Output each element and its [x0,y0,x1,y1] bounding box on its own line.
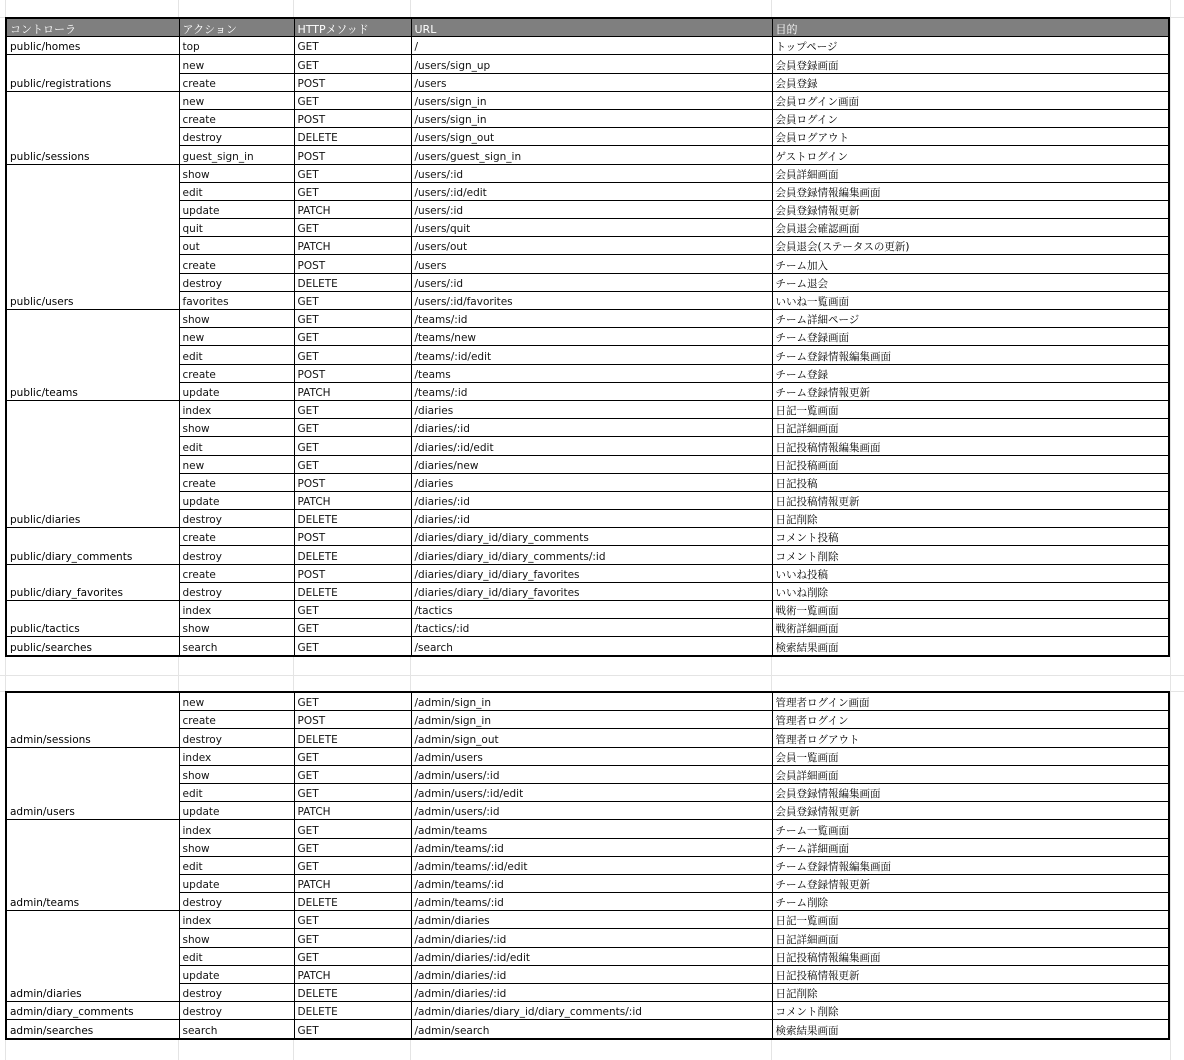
http-method-cell[interactable]: GET [294,947,411,965]
url-cell[interactable]: /admin/users/:id/edit [411,783,772,801]
purpose-cell[interactable]: 日記投稿情報編集画面 [772,947,1169,965]
purpose-cell[interactable]: 管理者ログアウト [772,729,1169,747]
http-method-cell[interactable]: GET [294,1020,411,1039]
purpose-cell[interactable]: 管理者ログイン [772,711,1169,729]
url-cell[interactable]: /diaries/:id [411,510,772,528]
http-method-cell[interactable]: GET [294,182,411,200]
action-cell[interactable]: new [179,455,294,473]
route-row [6,820,1169,838]
route-row [6,564,1169,582]
url-cell[interactable]: /users/out [411,237,772,255]
controller-cell[interactable]: public/homes [6,37,179,55]
url-cell[interactable]: /users/:id [411,200,772,218]
purpose-cell[interactable]: 日記一覧画面 [772,911,1169,929]
action-cell[interactable]: edit [179,947,294,965]
http-method-cell[interactable]: POST [294,146,411,164]
url-cell[interactable]: /users/sign_in [411,109,772,127]
action-cell[interactable]: update [179,491,294,509]
url-cell[interactable]: /admin/sign_out [411,729,772,747]
admin-routes-table [5,691,1170,1040]
action-cell[interactable]: new [179,692,294,711]
http-method-cell[interactable]: GET [294,747,411,765]
purpose-cell[interactable]: 会員登録情報編集画面 [772,182,1169,200]
purpose-cell[interactable]: 会員詳細画面 [772,765,1169,783]
action-cell[interactable]: create [179,109,294,127]
http-method-cell[interactable]: POST [294,564,411,582]
route-row [6,729,1169,747]
purpose-cell[interactable]: チーム詳細画面 [772,838,1169,856]
purpose-cell[interactable]: いいね一覧画面 [772,291,1169,309]
route-row [6,619,1169,637]
purpose-cell[interactable]: チーム一覧画面 [772,820,1169,838]
action-cell[interactable]: update [179,874,294,892]
purpose-cell[interactable]: チーム退会 [772,273,1169,291]
http-method-cell[interactable]: GET [294,455,411,473]
purpose-cell[interactable]: 管理者ログイン画面 [772,692,1169,711]
http-method-cell[interactable]: GET [294,164,411,182]
route-row [6,455,1169,473]
action-cell[interactable]: show [179,419,294,437]
http-method-cell[interactable]: GET [294,765,411,783]
route-row [6,182,1169,200]
purpose-cell[interactable]: コメント削除 [772,546,1169,564]
http-method-cell[interactable]: PATCH [294,237,411,255]
route-row [6,310,1169,328]
url-cell[interactable]: /teams/:id/edit [411,346,772,364]
url-cell[interactable]: /admin/diaries/:id [411,984,772,1002]
http-method-cell[interactable]: DELETE [294,546,411,564]
http-method-cell[interactable]: PATCH [294,874,411,892]
action-cell[interactable]: edit [179,437,294,455]
purpose-cell[interactable]: 会員一覧画面 [772,747,1169,765]
url-cell[interactable]: /admin/teams [411,820,772,838]
route-row [6,911,1169,929]
action-cell[interactable]: edit [179,346,294,364]
controller-cell[interactable]: public/users [6,164,179,310]
route-row [6,601,1169,619]
purpose-cell[interactable]: 日記投稿情報更新 [772,491,1169,509]
purpose-cell[interactable]: 会員ログイン [772,109,1169,127]
action-cell[interactable]: update [179,200,294,218]
url-cell[interactable]: /teams/new [411,328,772,346]
action-cell[interactable]: edit [179,182,294,200]
http-method-cell[interactable]: GET [294,838,411,856]
url-cell[interactable]: /diaries/diary_id/diary_comments [411,528,772,546]
action-cell[interactable]: destroy [179,1002,294,1020]
http-method-cell[interactable]: DELETE [294,1002,411,1020]
route-row [6,473,1169,491]
url-cell[interactable]: /admin/teams/:id [411,893,772,911]
action-cell[interactable]: destroy [179,510,294,528]
url-cell[interactable]: /teams [411,364,772,382]
http-method-cell[interactable]: GET [294,55,411,73]
url-cell[interactable]: /admin/diaries/:id [411,965,772,983]
purpose-cell[interactable]: 検索結果画面 [772,637,1169,656]
http-method-cell[interactable]: GET [294,783,411,801]
route-row [6,1020,1169,1039]
purpose-cell[interactable]: コメント投稿 [772,528,1169,546]
http-method-cell[interactable]: GET [294,601,411,619]
action-cell[interactable]: show [179,838,294,856]
action-cell[interactable]: create [179,473,294,491]
purpose-cell[interactable]: コメント削除 [772,1002,1169,1020]
http-method-cell[interactable]: PATCH [294,382,411,400]
controller-cell[interactable]: public/sessions [6,91,179,164]
purpose-cell[interactable]: 日記削除 [772,510,1169,528]
http-method-cell[interactable]: PATCH [294,965,411,983]
url-cell[interactable]: /admin/teams/:id [411,838,772,856]
header-action[interactable]: アクション [179,18,294,37]
header-http-method[interactable]: HTTPメソッド [294,18,411,37]
route-row [6,874,1169,892]
url-cell[interactable]: /diaries/:id [411,491,772,509]
action-cell[interactable]: destroy [179,893,294,911]
route-row [6,164,1169,182]
http-method-cell[interactable]: PATCH [294,200,411,218]
route-row [6,219,1169,237]
action-cell[interactable]: update [179,802,294,820]
action-cell[interactable]: index [179,911,294,929]
http-method-cell[interactable]: GET [294,619,411,637]
http-method-cell[interactable]: POST [294,528,411,546]
route-row [6,109,1169,127]
http-method-cell[interactable]: GET [294,929,411,947]
url-cell[interactable]: /admin/search [411,1020,772,1039]
purpose-cell[interactable]: チーム加入 [772,255,1169,273]
url-cell[interactable]: /users [411,255,772,273]
purpose-cell[interactable]: トップページ [772,37,1169,55]
http-method-cell[interactable]: DELETE [294,729,411,747]
url-cell[interactable]: /users/guest_sign_in [411,146,772,164]
route-row [6,929,1169,947]
action-cell[interactable]: search [179,637,294,656]
public-routes-table [5,17,1170,657]
http-method-cell[interactable]: POST [294,73,411,91]
route-row [6,237,1169,255]
action-cell[interactable]: destroy [179,546,294,564]
http-method-cell[interactable]: GET [294,856,411,874]
action-cell[interactable]: edit [179,856,294,874]
http-method-cell[interactable]: GET [294,637,411,656]
action-cell[interactable]: update [179,382,294,400]
route-row [6,856,1169,874]
route-row [6,747,1169,765]
http-method-cell[interactable]: GET [294,419,411,437]
http-method-cell[interactable]: GET [294,400,411,418]
route-row [6,146,1169,164]
action-cell[interactable]: destroy [179,729,294,747]
url-cell[interactable]: /teams/:id [411,382,772,400]
url-cell[interactable]: /admin/teams/:id [411,874,772,892]
controller-cell[interactable]: public/tactics [6,601,179,637]
http-method-cell[interactable]: POST [294,473,411,491]
url-cell[interactable]: /users/sign_in [411,91,772,109]
action-cell[interactable]: destroy [179,273,294,291]
purpose-cell[interactable]: 会員退会(ステータスの更新) [772,237,1169,255]
purpose-cell[interactable]: 会員登録情報更新 [772,802,1169,820]
url-cell[interactable]: /users/:id/favorites [411,291,772,309]
action-cell[interactable]: create [179,255,294,273]
url-cell[interactable]: /users/:id/edit [411,182,772,200]
route-row [6,73,1169,91]
purpose-cell[interactable]: 会員登録情報更新 [772,200,1169,218]
url-cell[interactable]: /admin/diaries [411,911,772,929]
route-row [6,255,1169,273]
http-method-cell[interactable]: POST [294,711,411,729]
http-method-cell[interactable]: GET [294,692,411,711]
http-method-cell[interactable]: PATCH [294,802,411,820]
action-cell[interactable]: show [179,164,294,182]
action-cell[interactable]: index [179,747,294,765]
purpose-cell[interactable]: 戦術詳細画面 [772,619,1169,637]
url-cell[interactable]: /users/:id [411,164,772,182]
controller-cell[interactable]: admin/sessions [6,692,179,747]
controller-cell[interactable]: admin/diaries [6,911,179,1002]
url-cell[interactable]: /diaries/diary_id/diary_favorites [411,564,772,582]
purpose-cell[interactable]: 日記投稿情報編集画面 [772,437,1169,455]
http-method-cell[interactable]: DELETE [294,510,411,528]
http-method-cell[interactable]: GET [294,820,411,838]
http-method-cell[interactable]: GET [294,219,411,237]
url-cell[interactable]: /admin/users/:id [411,802,772,820]
action-cell[interactable]: create [179,528,294,546]
route-row [6,711,1169,729]
http-method-cell[interactable]: DELETE [294,273,411,291]
controller-cell[interactable]: public/diaries [6,400,179,527]
purpose-cell[interactable]: 戦術一覧画面 [772,601,1169,619]
url-cell[interactable]: /admin/sign_in [411,711,772,729]
route-row [6,200,1169,218]
url-cell[interactable]: / [411,37,772,55]
url-cell[interactable]: /diaries/diary_id/diary_favorites [411,582,772,600]
route-row [6,965,1169,983]
route-row [6,546,1169,564]
action-cell[interactable]: destroy [179,582,294,600]
action-cell[interactable]: create [179,564,294,582]
purpose-cell[interactable]: 日記詳細画面 [772,419,1169,437]
action-cell[interactable]: quit [179,219,294,237]
http-method-cell[interactable]: GET [294,346,411,364]
action-cell[interactable]: index [179,400,294,418]
purpose-cell[interactable]: チーム登録情報編集画面 [772,346,1169,364]
url-cell[interactable]: /diaries [411,400,772,418]
controller-cell[interactable]: admin/users [6,747,179,820]
controller-cell[interactable]: admin/diary_comments [6,1002,179,1020]
url-cell[interactable]: /diaries/:id/edit [411,437,772,455]
purpose-cell[interactable]: 会員ログイン画面 [772,91,1169,109]
action-cell[interactable]: destroy [179,984,294,1002]
url-cell[interactable]: /diaries/diary_id/diary_comments/:id [411,546,772,564]
route-row [6,419,1169,437]
route-row [6,637,1169,656]
purpose-cell[interactable]: 会員ログアウト [772,128,1169,146]
purpose-cell[interactable]: チーム登録情報更新 [772,874,1169,892]
url-cell[interactable]: /diaries/new [411,455,772,473]
url-cell[interactable]: /users/:id [411,273,772,291]
route-row [6,291,1169,309]
action-cell[interactable]: create [179,364,294,382]
controller-cell[interactable]: public/searches [6,637,179,656]
http-method-cell[interactable]: GET [294,911,411,929]
url-cell[interactable]: /users/sign_up [411,55,772,73]
route-row [6,55,1169,73]
url-cell[interactable]: /tactics [411,601,772,619]
purpose-cell[interactable]: チーム登録画面 [772,328,1169,346]
url-cell[interactable]: /admin/sign_in [411,692,772,711]
route-row [6,273,1169,291]
purpose-cell[interactable]: 日記一覧画面 [772,400,1169,418]
url-cell[interactable]: /diaries [411,473,772,491]
http-method-cell[interactable]: POST [294,255,411,273]
purpose-cell[interactable]: 日記詳細画面 [772,929,1169,947]
url-cell[interactable]: /users [411,73,772,91]
purpose-cell[interactable]: 会員登録画面 [772,55,1169,73]
purpose-cell[interactable]: チーム削除 [772,893,1169,911]
http-method-cell[interactable]: GET [294,291,411,309]
http-method-cell[interactable]: GET [294,37,411,55]
route-row [6,765,1169,783]
route-row [6,1002,1169,1020]
action-cell[interactable]: update [179,965,294,983]
action-cell[interactable]: create [179,711,294,729]
route-row [6,37,1169,55]
action-cell[interactable]: edit [179,783,294,801]
action-cell[interactable]: show [179,619,294,637]
route-row [6,947,1169,965]
url-cell[interactable]: /users/quit [411,219,772,237]
url-cell[interactable]: /admin/diaries/diary_id/diary_comments/:id [411,1002,772,1020]
purpose-cell[interactable]: 日記投稿 [772,473,1169,491]
http-method-cell[interactable]: GET [294,91,411,109]
controller-cell[interactable]: admin/teams [6,820,179,911]
purpose-cell[interactable]: 会員登録 [772,73,1169,91]
http-method-cell[interactable]: PATCH [294,491,411,509]
route-row [6,346,1169,364]
route-row [6,382,1169,400]
http-method-cell[interactable]: POST [294,364,411,382]
url-cell[interactable]: /admin/users [411,747,772,765]
controller-cell[interactable]: admin/searches [6,1020,179,1039]
http-method-cell[interactable]: DELETE [294,893,411,911]
route-row [6,328,1169,346]
purpose-cell[interactable]: チーム詳細ページ [772,310,1169,328]
purpose-cell[interactable]: 日記投稿情報更新 [772,965,1169,983]
header-row [6,18,1169,37]
action-cell[interactable]: top [179,37,294,55]
purpose-cell[interactable]: いいね投稿 [772,564,1169,582]
public-routes-body [6,37,1169,656]
controller-cell[interactable]: public/diary_comments [6,528,179,564]
url-cell[interactable]: /admin/diaries/:id/edit [411,947,772,965]
action-cell[interactable]: index [179,601,294,619]
action-cell[interactable]: show [179,310,294,328]
route-row [6,528,1169,546]
action-cell[interactable]: guest_sign_in [179,146,294,164]
header-purpose[interactable]: 目的 [772,18,1169,37]
controller-cell[interactable]: public/teams [6,310,179,401]
url-cell[interactable]: /tactics/:id [411,619,772,637]
url-cell[interactable]: /search [411,637,772,656]
action-cell[interactable]: create [179,73,294,91]
purpose-cell[interactable]: チーム登録 [772,364,1169,382]
http-method-cell[interactable]: DELETE [294,582,411,600]
route-row [6,437,1169,455]
route-row [6,838,1169,856]
admin-routes-body [6,692,1169,1039]
controller-cell[interactable]: public/diary_favorites [6,564,179,600]
route-row [6,91,1169,109]
route-row [6,984,1169,1002]
route-row [6,400,1169,418]
http-method-cell[interactable]: DELETE [294,984,411,1002]
url-cell[interactable]: /admin/users/:id [411,765,772,783]
url-cell[interactable]: /diaries/:id [411,419,772,437]
action-cell[interactable]: show [179,765,294,783]
header-url[interactable]: URL [411,18,772,37]
purpose-cell[interactable]: 会員登録情報編集画面 [772,783,1169,801]
http-method-cell[interactable]: GET [294,310,411,328]
url-cell[interactable]: /admin/diaries/:id [411,929,772,947]
purpose-cell[interactable]: チーム登録情報更新 [772,382,1169,400]
route-row [6,692,1169,711]
header-controller[interactable]: コントローラ [6,18,179,37]
route-row [6,491,1169,509]
purpose-cell[interactable]: 日記投稿画面 [772,455,1169,473]
purpose-cell[interactable]: 会員詳細画面 [772,164,1169,182]
route-row [6,802,1169,820]
purpose-cell[interactable]: いいね削除 [772,582,1169,600]
action-cell[interactable]: search [179,1020,294,1039]
purpose-cell[interactable]: 日記削除 [772,984,1169,1002]
route-row [6,783,1169,801]
url-cell[interactable]: /admin/teams/:id/edit [411,856,772,874]
route-row [6,582,1169,600]
action-cell[interactable]: new [179,328,294,346]
purpose-cell[interactable]: チーム登録情報編集画面 [772,856,1169,874]
action-cell[interactable]: index [179,820,294,838]
purpose-cell[interactable]: ゲストログイン [772,146,1169,164]
purpose-cell[interactable]: 検索結果画面 [772,1020,1169,1039]
url-cell[interactable]: /users/sign_out [411,128,772,146]
purpose-cell[interactable]: 会員退会確認画面 [772,219,1169,237]
action-cell[interactable]: out [179,237,294,255]
http-method-cell[interactable]: GET [294,328,411,346]
http-method-cell[interactable]: GET [294,437,411,455]
action-cell[interactable]: new [179,91,294,109]
http-method-cell[interactable]: DELETE [294,128,411,146]
controller-cell[interactable]: public/registrations [6,55,179,91]
action-cell[interactable]: new [179,55,294,73]
route-row [6,893,1169,911]
action-cell[interactable]: show [179,929,294,947]
action-cell[interactable]: destroy [179,128,294,146]
route-row [6,128,1169,146]
http-method-cell[interactable]: POST [294,109,411,127]
url-cell[interactable]: /teams/:id [411,310,772,328]
route-row [6,364,1169,382]
action-cell[interactable]: favorites [179,291,294,309]
route-row [6,510,1169,528]
